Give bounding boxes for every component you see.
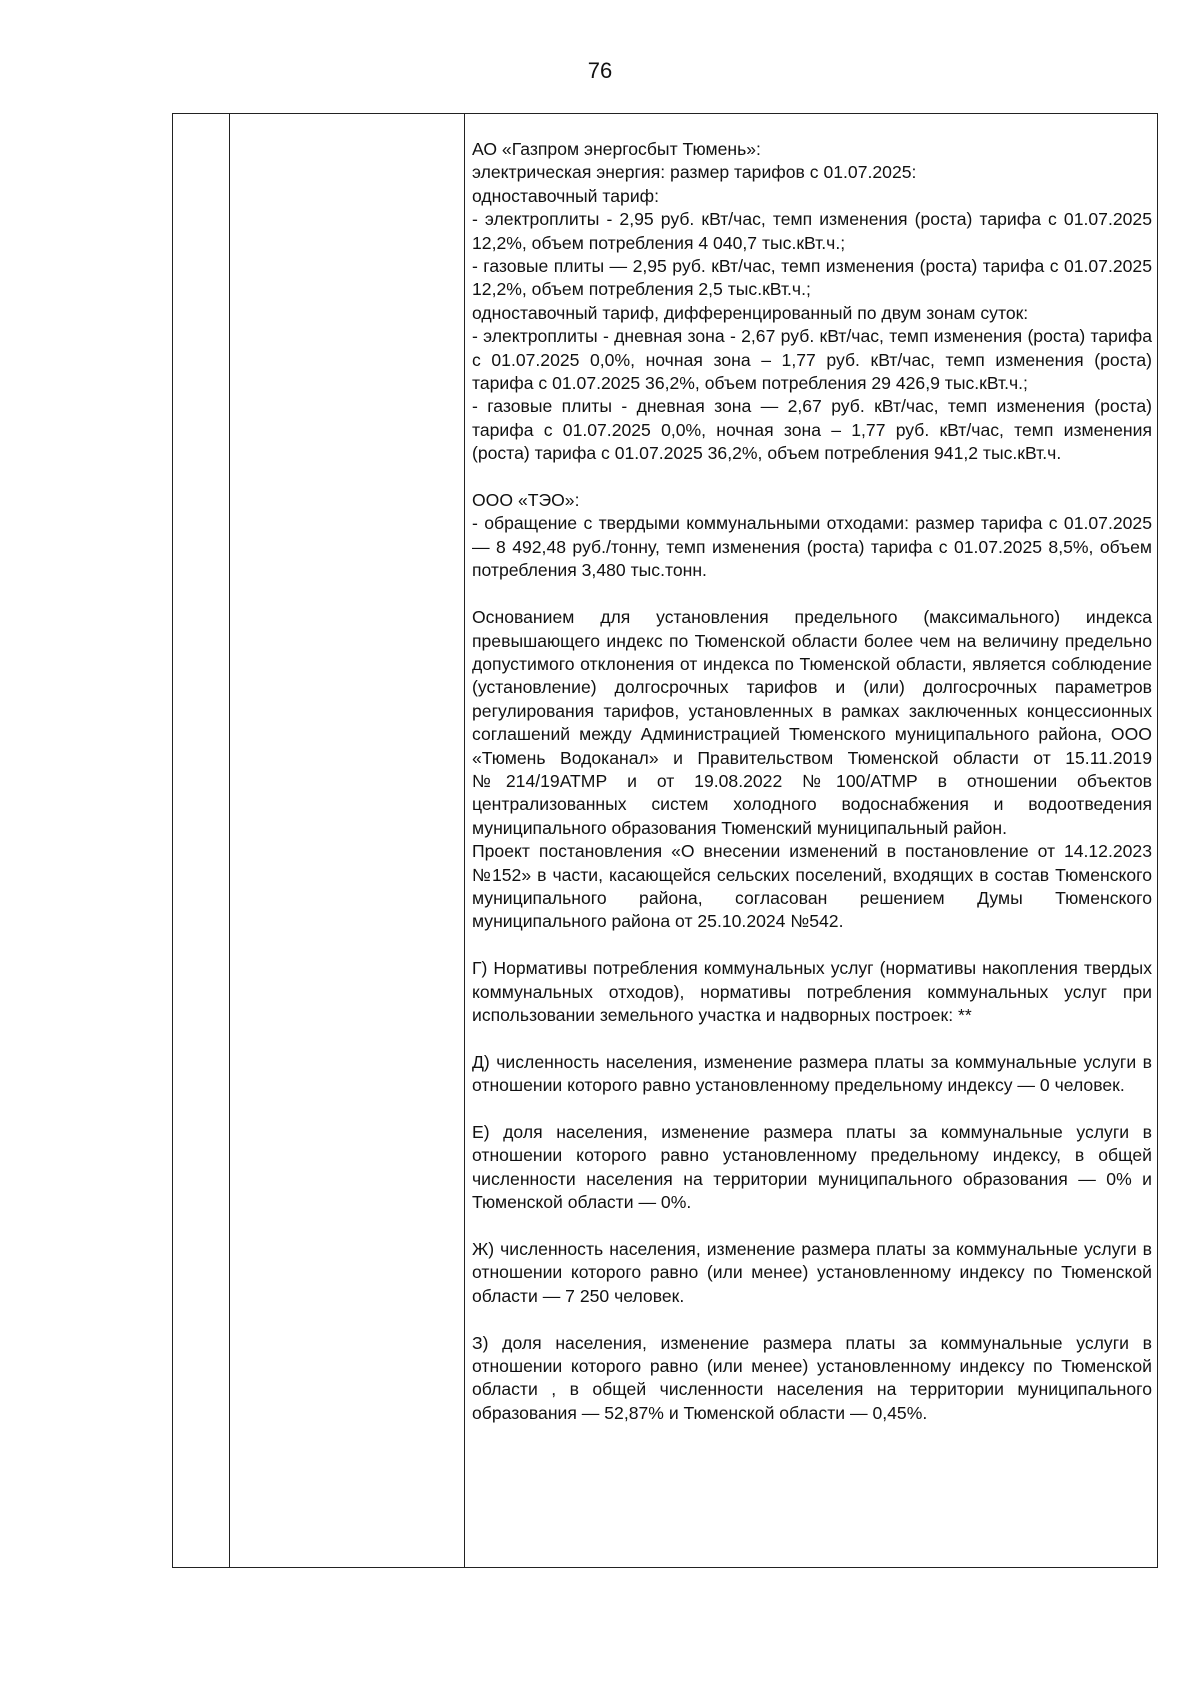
paragraph-gap xyxy=(472,583,1152,606)
paragraph: - электроплиты - дневная зона - 2,67 руб. кВт/час, темп изменения (роста) тарифа с 01.07.2025 0,0%, ночная зона – 1,77 руб. кВт/час, темп изменения (роста) тарифа с 01.07.2025 36,2%, объем потребления 29 426,9 тыс.кВт.ч.; xyxy=(472,326,1152,394)
paragraph: одноставочный тариф: xyxy=(472,185,660,206)
paragraph: Е) доля населения, изменение размера платы за коммунальные услуги в отношении которого равно установленному предельному индексу, в общей численности населения на территории муниципального образования — 0% и Тюменской области — 0%. xyxy=(472,1121,1152,1213)
text-block xyxy=(472,1121,1152,1215)
table-cell-content xyxy=(472,138,1152,1425)
text-block xyxy=(472,957,1152,1027)
paragraph-gap xyxy=(472,1308,1152,1331)
paragraph: Проект постановления «О внесении изменений в постановление от 14.12.2023 №152» в части, касающейся сельских поселений, входящих в состав Тюменского муниципального района, согласован решением Думы Тюменского муниципального района от 25.10.2024 №542. xyxy=(472,841,1152,932)
paragraph: Основанием для установления предельного (максимального) индекса превышающего индекс по Тюменской области более чем на величину предельно допустимого отклонения от индекса по Тюменской области, является соблюдение (установление) долгосрочных тарифов и (или) долгосрочных параметров регулирования тарифов, установленных в рамках заключенных концессионных соглашений между Администрацией Тюменского муниципального района, ООО «Тюмень Водоканал» и Правительством Тюменской области от 15.11.2019 №214/19АТМР и от 19.08.2022 №100/АТМР в отношении объектов централизованных систем холодного водоснабжения и водоотведения муниципального образования Тюменский муниципальный район. xyxy=(472,607,1152,838)
paragraph-gap xyxy=(472,466,1152,489)
paragraph-gap xyxy=(472,1098,1152,1121)
text-block xyxy=(472,489,1152,583)
paragraph: - газовые плиты — 2,95 руб. кВт/час, темп изменения (роста) тарифа с 01.07.2025 12,2%, объем потребления 2,5 тыс.кВт.ч.; xyxy=(472,256,1152,300)
paragraph-gap xyxy=(472,1027,1152,1050)
paragraph: ООО «ТЭО»: xyxy=(472,490,580,511)
column-divider-1 xyxy=(229,114,230,1567)
paragraph: Г) Нормативы потребления коммунальных услуг (нормативы накопления твердых коммунальных отходов), нормативы потребления коммунальных услуг при использовании земельного участка и надворных построек: ** xyxy=(472,958,1152,1025)
paragraph: З) доля населения, изменение размера платы за коммунальные услуги в отношении которого равно (или менее) установленному индексу по Тюменской области , в общей численности населения на территории муниципального образования — 52,87% и Тюменской области — 0,45%. xyxy=(472,1332,1152,1423)
paragraph: АО «Газпром энергосбыт Тюмень»: xyxy=(472,139,761,159)
paragraph: - обращение с твердыми коммунальными отходами: размер тарифа с 01.07.2025 — 8 492,48 руб./тонну, темп изменения (роста) тарифа с 01.07.2025 8,5%, объем потребления 3,480 тыс.тонн. xyxy=(472,513,1152,581)
paragraph: электрическая энергия: размер тарифов с 01.07.2025: xyxy=(472,162,917,183)
page-number: 76 xyxy=(587,58,613,83)
text-block xyxy=(472,138,1152,466)
paragraph: Д) численность населения, изменение размера платы за коммунальные услуги в отношении которого равно установленному предельному индексу — 0 человек. xyxy=(472,1051,1152,1096)
paragraph: - газовые плиты - дневная зона — 2,67 руб. кВт/час, темп изменения (роста) тарифа с 01.07.2025 0,0%, ночная зона – 1,77 руб. кВт/час, темп изменения (роста) тарифа с 01.07.2025 36,2%, объем потребления 941,2 тыс.кВт.ч. xyxy=(472,396,1152,464)
text-block xyxy=(472,1238,1152,1308)
text-block xyxy=(472,1332,1152,1426)
paragraph: Ж) численность населения, изменение размера платы за коммунальные услуги в отношении которого равно (или менее) установленному индексу по Тюменской области — 7 250 человек. xyxy=(472,1239,1152,1306)
paragraph: одноставочный тариф, дифференцированный по двум зонам суток: xyxy=(472,302,1029,323)
paragraph-gap xyxy=(472,934,1152,957)
text-block xyxy=(472,1051,1152,1098)
text-block xyxy=(472,606,1152,934)
column-divider-2 xyxy=(464,114,465,1567)
paragraph-gap xyxy=(472,1215,1152,1238)
paragraph: - электроплиты - 2,95 руб. кВт/час, темп изменения (роста) тарифа с 01.07.2025 12,2%, объем потребления 4 040,7 тыс.кВт.ч.; xyxy=(472,209,1152,253)
